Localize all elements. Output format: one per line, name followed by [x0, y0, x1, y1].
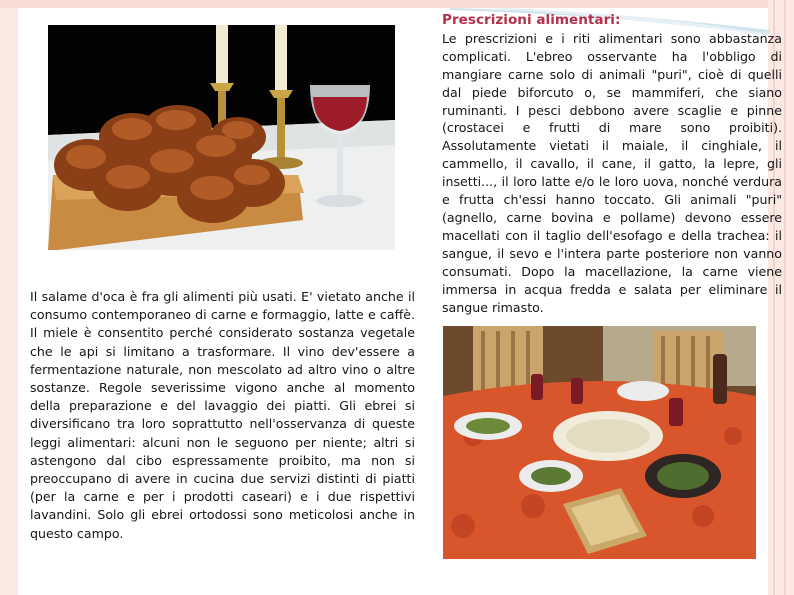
seder-table-photo: [443, 326, 756, 559]
section-title: Prescrizioni alimentari:: [442, 12, 621, 28]
challah-photo: [48, 25, 395, 250]
dietary-rules-paragraph: Le prescrizioni e i riti alimentari sono abbastanza complicati. L'ebreo osservante ha l'obbligo di mangiare carne solo di animali "puri", cioè di quelli dal piede biforcuto o, se mammiferi, che siano ruminanti. I pesci debbono avere scaglie e pinne (crostacei e frutti di mare sono proibiti). Assolutamente vietati il maiale, il cinghiale, il cammello, il cavallo, il cane, il gatto, la lepre, gli insetti..., il loro latte e/o le loro uova, nonché verdura e frutta ch'essi hanno toccato. Gli animali "puri" (agnello, carne bovina e pollame) devono essere macellati con il taglio dell'esofago e della trachea: il sangue, il sevo e l'intera parte posteriore non vanno consumati. Dopo la macellazione, la carne viene immersa in acqua fredda e salata per eliminare il sangue rimasto.: [442, 30, 782, 315]
foods-paragraph: Il salame d'oca è fra gli alimenti più usati. E' vietato anche il consumo contemporaneo di carne e formaggio, latte e caffè. Il miele è consentito perché considerato sostanza vegetale che le api si limitano a trasformare. Il vino dev'essere a fermentazione naturale, non mescolato ad altro vino o altre sostanze. Regole severissime vigono anche al momento della preparazione e del lavaggio dei piatti. Gli ebrei si diversificano tra loro soprattutto nell'osservanza di queste leggi alimentari: alcuni non le seguono per niente; altri si astengono dal cibo espressamente proibito, ma non si preoccupano di avere in cucina due servizi distinti di piatti (per la carne e per i prodotti caseari) e i due rispettivi lavandini. Solo gli ebrei ortodossi sono meticolosi anche in questo campo.: [30, 289, 415, 541]
dietary-rules-section: [442, 12, 782, 316]
top-border-band: [0, 0, 794, 8]
